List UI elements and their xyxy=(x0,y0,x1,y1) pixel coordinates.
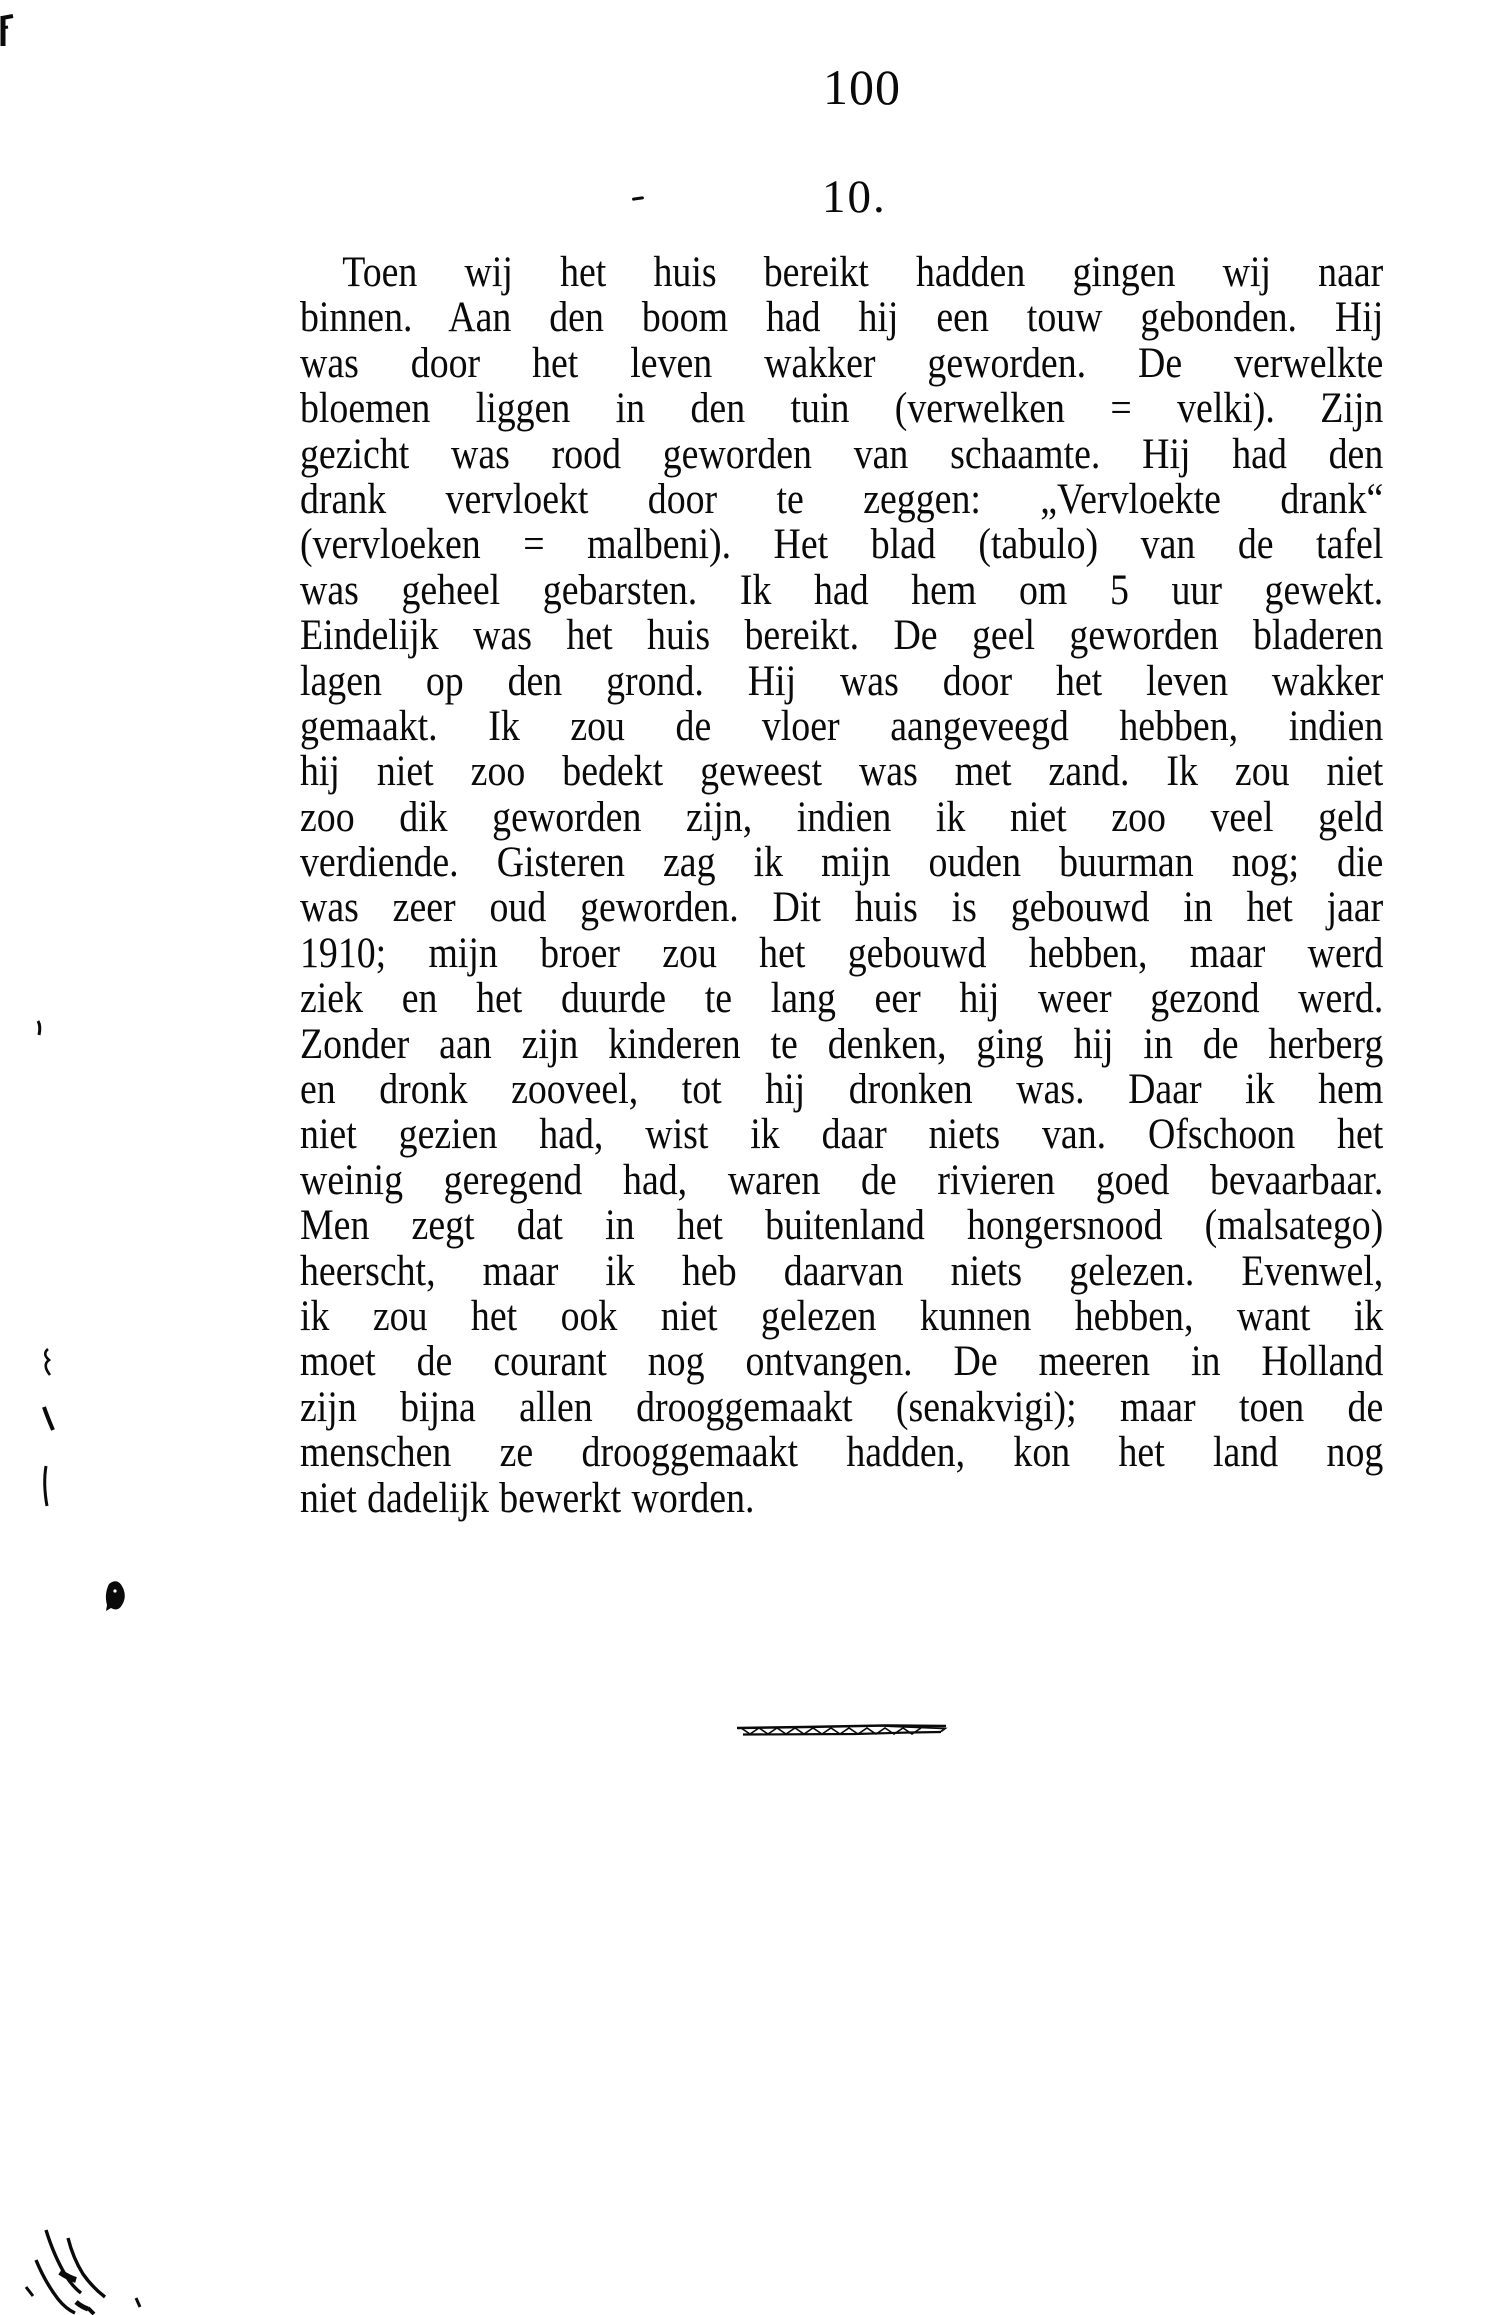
body-paragraph xyxy=(300,250,1383,1521)
text-line: ziek en het duurde te lang eer hij weer gezond werd. xyxy=(300,975,1384,1023)
text-line: zoo dik geworden zijn, indien ik niet zoo veel geld xyxy=(300,793,1384,841)
text-line: menschen ze drooggemaakt hadden, kon het land nog xyxy=(300,1429,1384,1477)
divider-ornament xyxy=(735,1721,948,1739)
pen-scribble-bottom-left xyxy=(18,2224,168,2315)
margin-squiggle-left xyxy=(39,1347,55,1377)
text-line: gezicht was rood geworden van schaamte. Hij had den xyxy=(300,430,1384,478)
text-line: moet de courant nog ontvangen. De meeren in Holland xyxy=(300,1338,1384,1386)
text-line: Toen wij het huis bereikt hadden gingen wij naar xyxy=(342,249,1384,296)
text-line: niet dadelijk bewerkt worden. xyxy=(300,1474,755,1522)
text-line: Eindelijk was het huis bereikt. De geel geworden bladeren xyxy=(300,612,1384,660)
margin-slash-left xyxy=(40,1405,56,1433)
text-line: drank vervloekt door te zeggen: „Vervloekte drank“ xyxy=(300,475,1384,523)
text-line: Zonder aan zijn kinderen te denken, ging hij in de herberg xyxy=(300,1020,1384,1068)
text-line: lagen op den grond. Hij was door het leven wakker xyxy=(300,657,1384,705)
text-line: was zeer oud geworden. Dit huis is gebouwd in het jaar xyxy=(300,884,1384,932)
margin-tick-left xyxy=(33,1019,45,1037)
text-line: Men zegt dat in het buitenland hongersnood (malsatego) xyxy=(300,1202,1384,1250)
text-line: was geheel gebarsten. Ik had hem om 5 uur gewekt. xyxy=(300,566,1384,614)
text-line: verdiende. Gisteren zag ik mijn ouden buurman nog; die xyxy=(300,839,1384,887)
text-line: zijn bijna allen drooggemaakt (senakvigi); maar toen de xyxy=(300,1383,1384,1431)
text-line: was door het leven wakker geworden. De verwelkte xyxy=(300,339,1384,387)
text-line: hij niet zoo bedekt geweest was met zand. Ik zou niet xyxy=(300,748,1384,796)
edge-mark-top-left xyxy=(0,14,16,50)
text-line: ik zou het ook niet gelezen kunnen hebben, want ik xyxy=(300,1292,1384,1340)
text-line: heerscht, maar ik heb daarvan niets gelezen. Evenwel, xyxy=(300,1247,1384,1295)
margin-bar-left xyxy=(40,1464,52,1508)
ink-blob-left xyxy=(102,1577,128,1613)
text-line: (vervloeken = malbeni). Het blad (tabulo) van de tafel xyxy=(300,521,1384,569)
text-line: niet gezien had, wist ik daar niets van. Ofschoon het xyxy=(300,1111,1384,1159)
text-line: en dronk zooveel, tot hij dronken was. Daar ik hem xyxy=(300,1066,1384,1114)
text-line: 1910; mijn broer zou het gebouwd hebben, maar werd xyxy=(300,929,1384,977)
section-number: 10. xyxy=(822,171,887,223)
text-line: gemaakt. Ik zou de vloer aangeveegd hebben, indien xyxy=(300,702,1384,750)
text-line: bloemen liggen in den tuin (verwelken = velki). Zijn xyxy=(300,385,1384,433)
text-line: weinig geregend had, waren de rivieren goed bevaarbaar. xyxy=(300,1156,1384,1204)
page-number: 100 xyxy=(823,59,901,115)
text-line: binnen. Aan den boom had hij een touw gebonden. Hij xyxy=(300,294,1384,342)
scan-speck xyxy=(632,196,644,201)
